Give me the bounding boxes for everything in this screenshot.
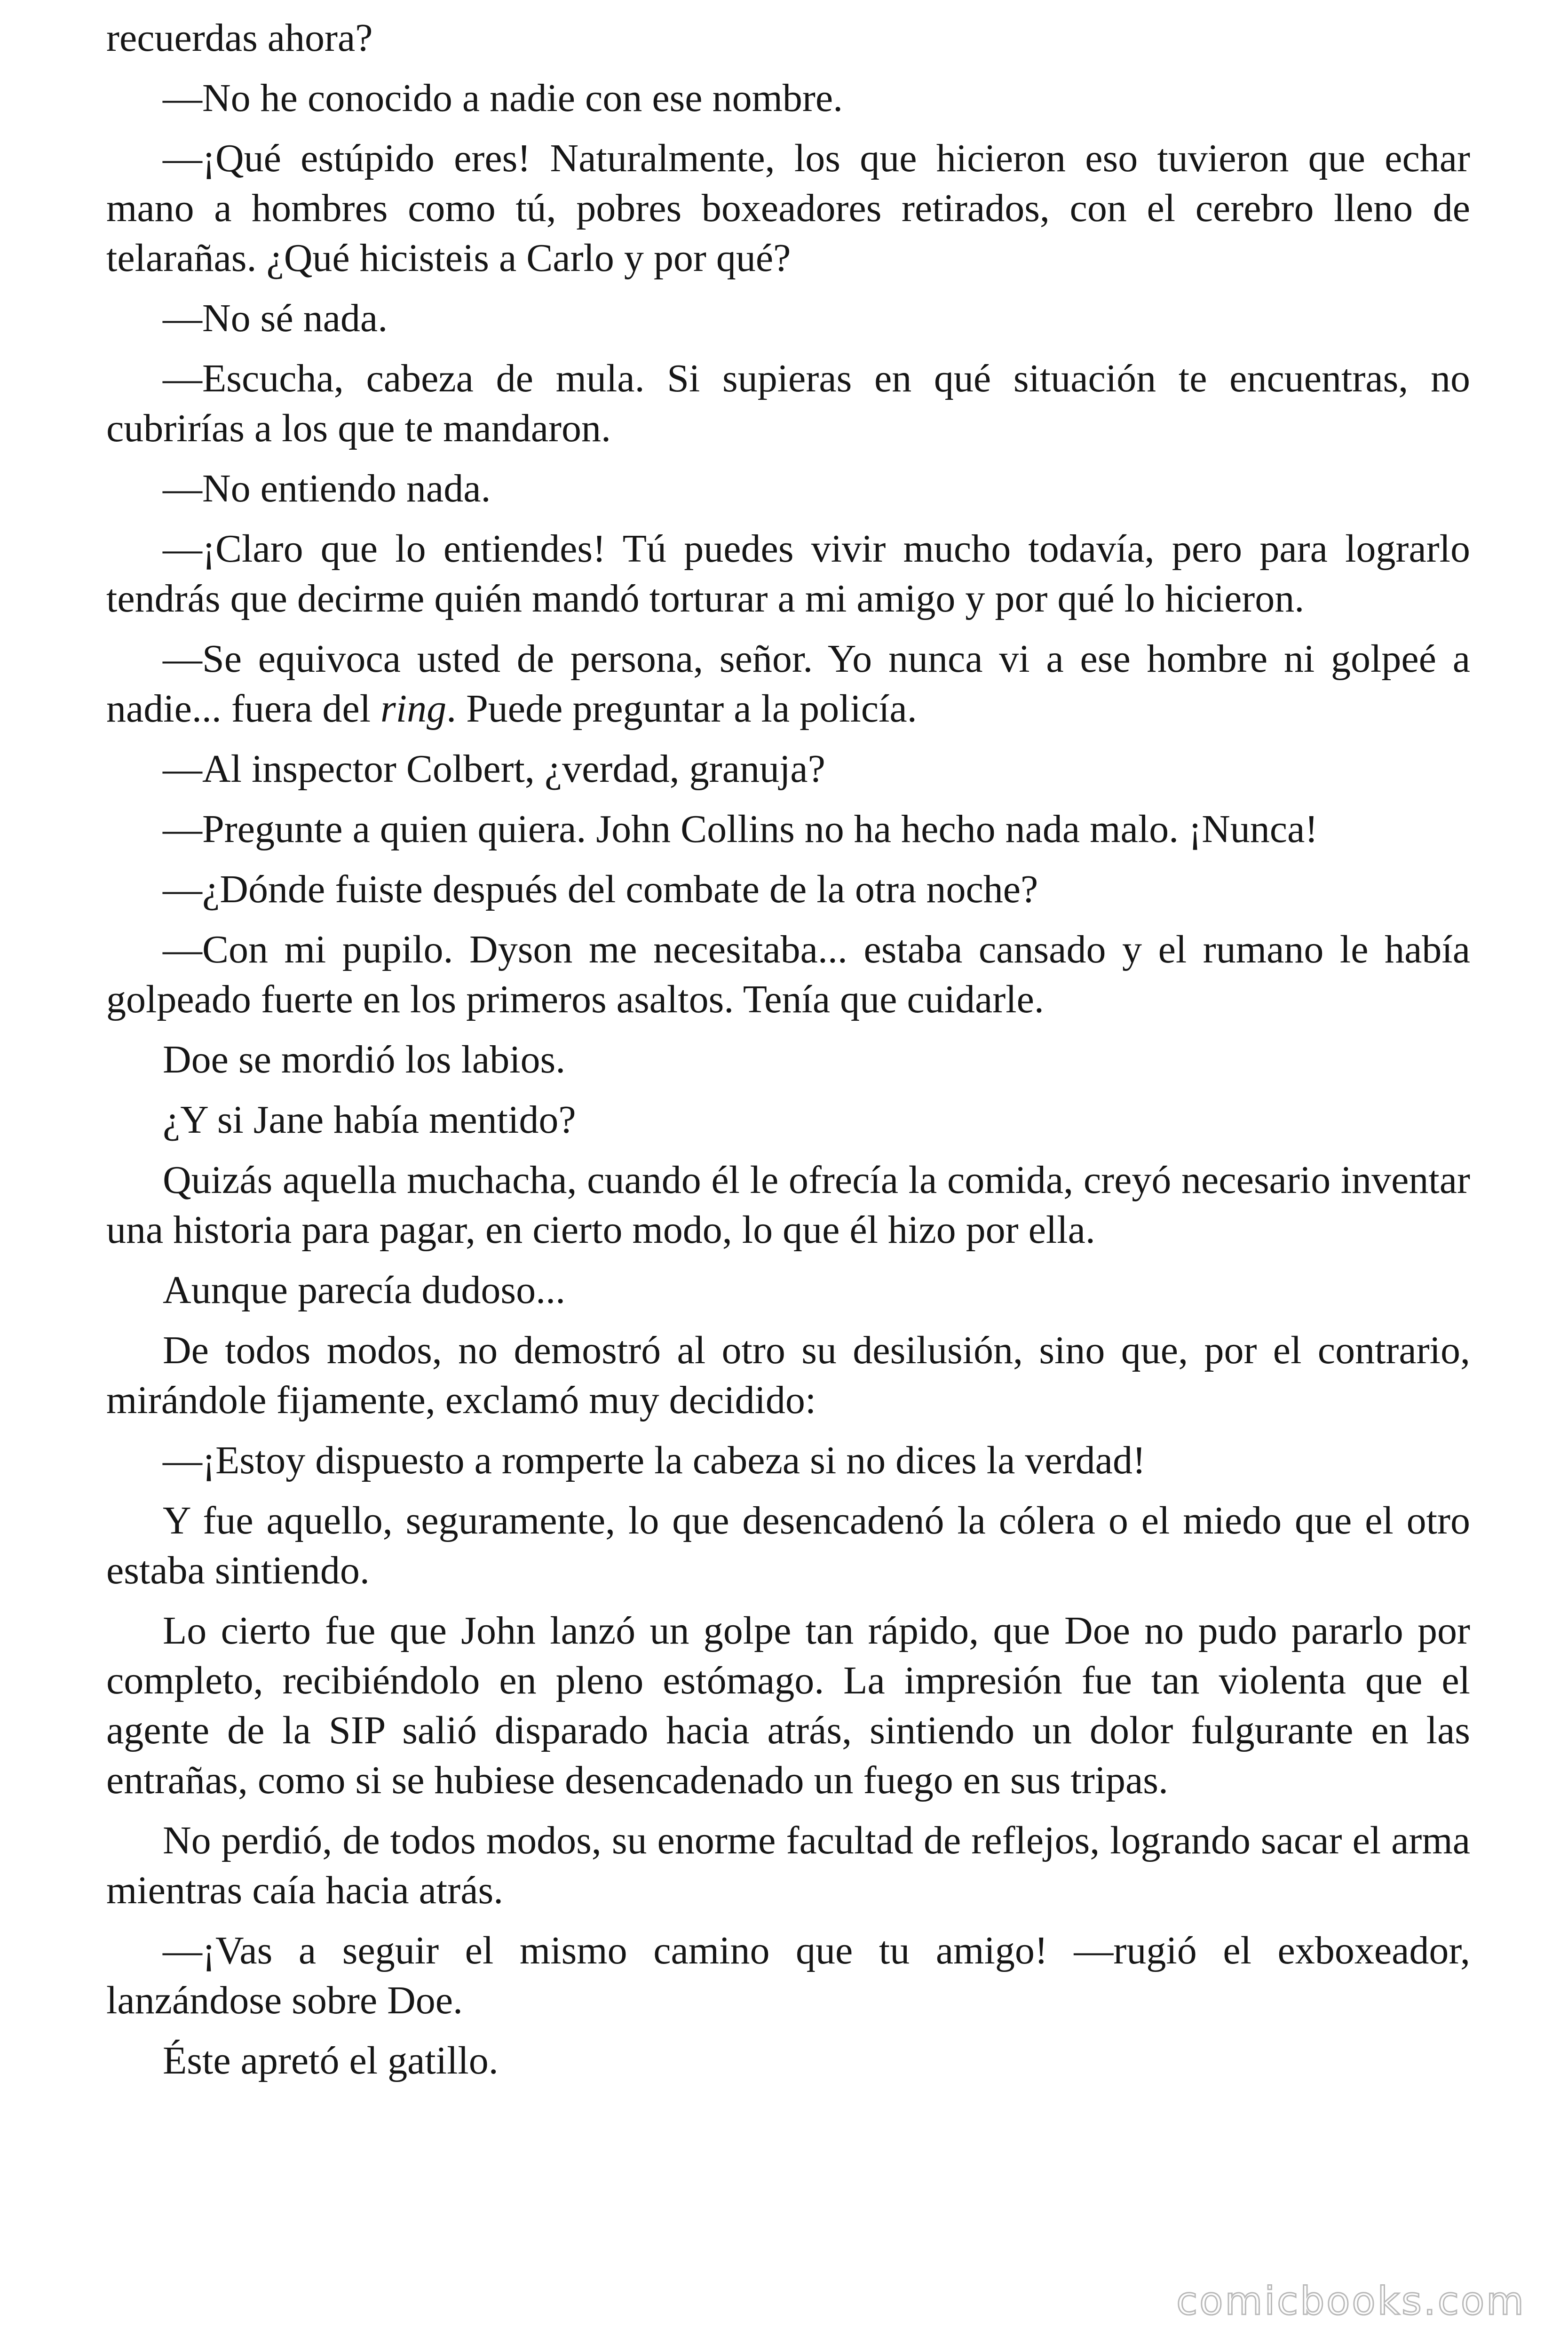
paragraph: —¡Qué estúpido eres! Naturalmente, los que hicieron eso tuvieron que echar mano a hombres como tú, pobres boxeadores retirados, con el cerebro lleno de telarañas. ¿Qué hicisteis a Carlo y por qué?: [106, 136, 1470, 280]
paragraph: —¡Claro que lo entiendes! Tú puedes vivir mucho todavía, pero para lograrlo tendrás que decirme quién mandó torturar a mi amigo y por qué lo hicieron.: [106, 527, 1470, 620]
paragraph: —Pregunte a quien quiera. John Collins no ha hecho nada malo. ¡Nunca!: [163, 807, 1318, 851]
paragraph: recuerdas ahora?: [106, 16, 373, 60]
paragraph: De todos modos, no demostró al otro su desilusión, sino que, por el contrario, mirándole fijamente, exclamó muy decidido:: [106, 1328, 1470, 1422]
paragraph: Doe se mordió los labios.: [163, 1038, 566, 1081]
paragraph: Lo cierto fue que John lanzó un golpe tan rápido, que Doe no pudo pararlo por completo, recibiéndolo en pleno estómago. La impresión fue tan violenta que el agente de la SIP salió disparado hacia atrás, sintiendo un dolor fulgurante en las entrañas, como si se hubiese desencadenado un fuego en sus tripas.: [106, 1609, 1470, 1802]
paragraph: ¿Y si Jane había mentido?: [163, 1098, 576, 1142]
watermark: comicbooks.com: [1176, 2279, 1526, 2324]
paragraph: Aunque parecía dudoso...: [163, 1268, 566, 1312]
paragraph: Éste apretó el gatillo.: [163, 2039, 499, 2082]
paragraph: —Al inspector Colbert, ¿verdad, granuja?: [163, 747, 825, 791]
paragraph: —No sé nada.: [163, 296, 388, 340]
paragraph: —Con mi pupilo. Dyson me necesitaba... estaba cansado y el rumano le había golpeado fuerte en los primeros asaltos. Tenía que cuidarle.: [106, 928, 1470, 1021]
book-page-text: [106, 13, 1470, 2096]
paragraph-text: —Se equivoca usted de persona, señor. Yo nunca vi a ese hombre ni golpeé a nadie... fuera del: [106, 637, 1470, 731]
paragraph: —¿Dónde fuiste después del combate de la otra noche?: [163, 867, 1038, 911]
paragraph: —¡Estoy dispuesto a romperte la cabeza si no dices la verdad!: [163, 1438, 1146, 1482]
paragraph: —¡Vas a seguir el mismo camino que tu amigo! —rugió el exboxeador, lanzándose sobre Doe.: [106, 1929, 1470, 2022]
paragraph: Y fue aquello, seguramente, lo que desencadenó la cólera o el miedo que el otro estaba sintiendo.: [106, 1499, 1470, 1592]
paragraph-text: . Puede preguntar a la policía.: [446, 687, 917, 731]
paragraph: No perdió, de todos modos, su enorme facultad de reflejos, logrando sacar el arma mientras caía hacia atrás.: [106, 1819, 1470, 1912]
paragraph: Quizás aquella muchacha, cuando él le ofrecía la comida, creyó necesario inventar una historia para pagar, en cierto modo, lo que él hizo por ella.: [106, 1158, 1470, 1252]
italic-word: ring: [380, 687, 447, 731]
paragraph: —No entiendo nada.: [163, 467, 491, 510]
paragraph: —No he conocido a nadie con ese nombre.: [163, 76, 843, 120]
paragraph: [106, 634, 1470, 734]
paragraph: —Escucha, cabeza de mula. Si supieras en qué situación te encuentras, no cubrirías a los que te mandaron.: [106, 357, 1470, 450]
